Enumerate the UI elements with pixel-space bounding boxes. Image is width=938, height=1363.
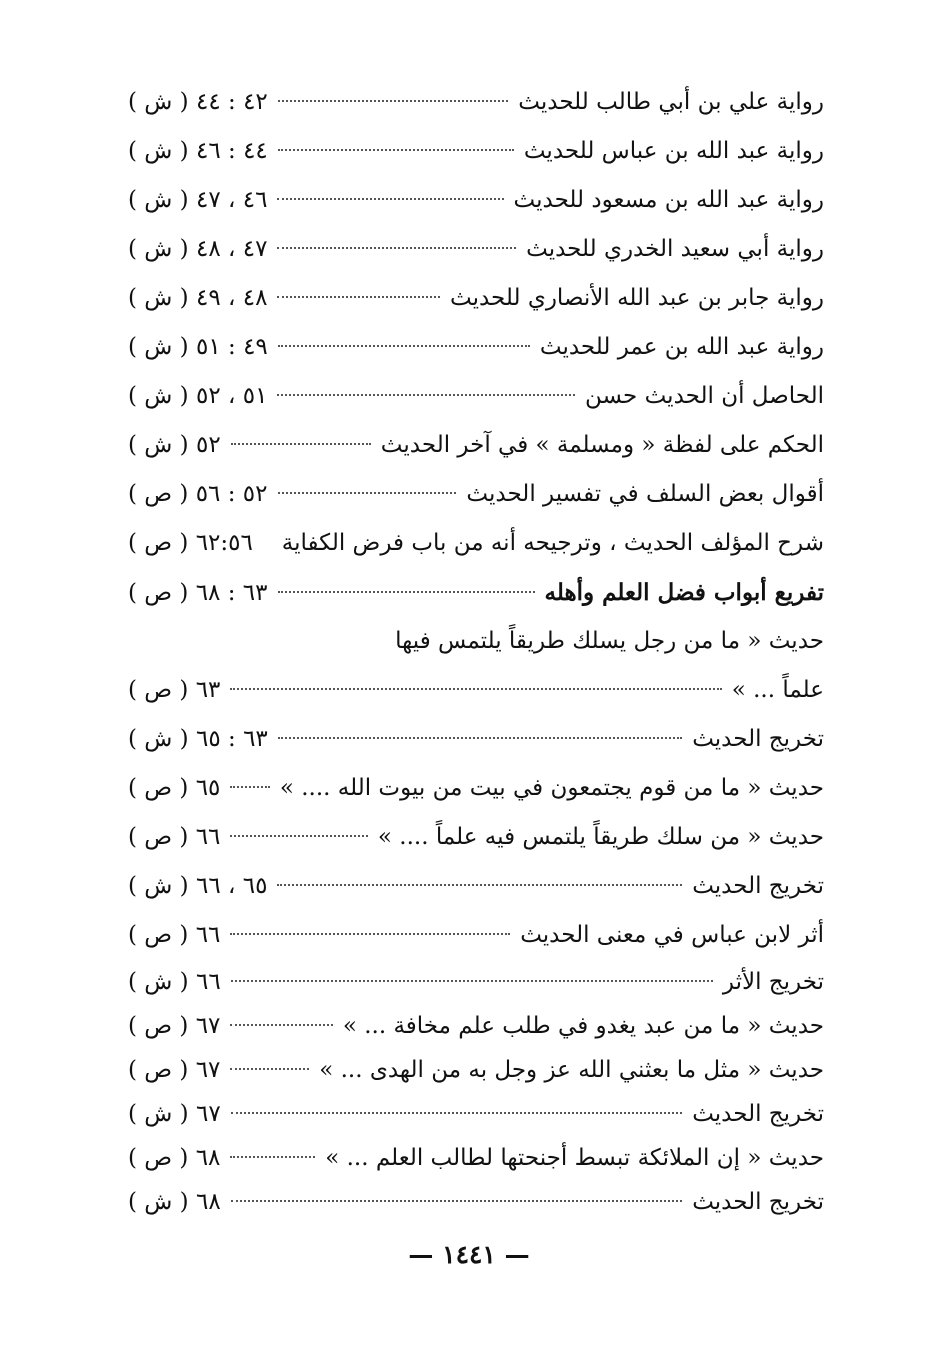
dotted-leader	[278, 492, 457, 494]
dotted-leader	[278, 345, 530, 347]
entry-pages: ٦٣ : ٦٨ ( ص )	[128, 580, 268, 606]
toc-entry	[128, 960, 824, 1004]
toc-entry	[128, 715, 824, 764]
entry-pages: ٤٤ : ٤٦ ( ش )	[128, 138, 268, 164]
dotted-leader	[231, 1112, 683, 1114]
entry-title: تخريج الأثر	[722, 969, 824, 995]
entry-pages: ٦٣ : ٦٥ ( ش )	[128, 726, 268, 752]
toc-entry	[128, 1004, 824, 1048]
toc-entry	[128, 225, 824, 274]
dotted-leader	[278, 591, 535, 593]
dotted-leader	[230, 1068, 309, 1070]
toc-entry	[128, 911, 824, 960]
entry-pages: ٥١ ، ٥٢ ( ش )	[128, 383, 268, 409]
dotted-leader	[278, 737, 682, 739]
dotted-leader	[230, 786, 269, 788]
dotted-leader	[277, 884, 682, 886]
entry-pages: ٤٦ ، ٤٧ ( ش )	[128, 187, 268, 213]
dotted-leader	[231, 980, 713, 982]
page-number: — ١٤٤١ —	[408, 1240, 530, 1269]
entry-title: رواية جابر بن عبد الله الأنصاري للحديث	[449, 285, 824, 311]
dotted-leader	[277, 394, 575, 396]
dotted-leader	[230, 933, 510, 935]
entry-title: تخريج الحديث	[692, 873, 824, 899]
entry-title: حديث « ما من عبد يغدو في طلب علم مخافة ... »	[342, 1013, 824, 1039]
entry-title: رواية عبد الله بن عمر للحديث	[539, 334, 824, 360]
dotted-leader	[231, 443, 371, 445]
entry-title: علماً ... »	[731, 677, 824, 703]
toc-entry	[128, 764, 824, 813]
entry-pages: ٦٧ ( ش )	[128, 1101, 221, 1127]
entry-pages: ٤٧ ، ٤٨ ( ش )	[128, 236, 268, 262]
dotted-leader	[278, 100, 509, 102]
toc-entry	[128, 274, 824, 323]
entry-pages: ٦٣ ( ص )	[128, 677, 221, 703]
entry-pages: ٦٥ ، ٦٦ ( ش )	[128, 873, 268, 899]
toc-entry	[128, 862, 824, 911]
entry-title: حديث « إن الملائكة تبسط أجنحتها لطالب العلم ... »	[325, 1145, 824, 1171]
entry-pages: ٦٢:٥٦ ( ص )	[128, 530, 253, 556]
entry-pages: ٦٧ ( ص )	[128, 1013, 221, 1039]
dotted-leader	[230, 688, 721, 690]
entry-title: الحكم على لفظة « ومسلمة » في آخر الحديث	[380, 432, 824, 458]
entry-pages: ٦٨ ( ش )	[128, 1189, 221, 1215]
dotted-leader	[277, 247, 516, 249]
entry-title: أثر لابن عباس في معنى الحديث	[520, 922, 824, 948]
toc-entry	[128, 813, 824, 862]
entry-pages: ٤٩ : ٥١ ( ش )	[128, 334, 268, 360]
entry-pages: ٦٦ ( ش )	[128, 969, 221, 995]
toc-entry	[128, 1048, 824, 1092]
toc-entry	[128, 666, 824, 715]
entry-pages: ٥٢ ( ش )	[128, 432, 221, 458]
entry-pages: ٤٨ ، ٤٩ ( ش )	[128, 285, 268, 311]
toc-entry	[128, 470, 824, 519]
toc-entry	[128, 78, 824, 127]
entry-pages: ٦٥ ( ص )	[128, 775, 221, 801]
toc-entry	[128, 176, 824, 225]
toc-entry	[128, 617, 824, 666]
entry-pages: ٥٢ : ٥٦ ( ص )	[128, 481, 268, 507]
entry-title: رواية عبد الله بن مسعود للحديث	[513, 187, 824, 213]
toc-entry	[128, 323, 824, 372]
toc-entry	[128, 127, 824, 176]
entry-pages: ٦٧ ( ص )	[128, 1057, 221, 1083]
dotted-leader	[278, 149, 514, 151]
dotted-leader	[230, 1024, 332, 1026]
table-of-contents	[128, 78, 824, 1224]
entry-pages: ٦٦ ( ص )	[128, 922, 221, 948]
dotted-leader	[277, 198, 503, 200]
toc-entry	[128, 372, 824, 421]
entry-title: حديث « من سلك طريقاً يلتمس فيه علماً .... »	[377, 824, 824, 850]
entry-title: تخريج الحديث	[692, 1189, 824, 1215]
entry-title: رواية علي بن أبي طالب للحديث	[518, 89, 824, 115]
entry-title: تخريج الحديث	[692, 726, 824, 752]
dotted-leader	[230, 835, 368, 837]
entry-pages: ٦٨ ( ص )	[128, 1145, 221, 1171]
toc-entry	[128, 421, 824, 470]
entry-title: تفريع أبواب فضل العلم وأهله	[544, 579, 824, 606]
toc-entry	[128, 1180, 824, 1224]
toc-entry	[128, 1092, 824, 1136]
dotted-leader	[231, 1200, 683, 1202]
entry-title: أقوال بعض السلف في تفسير الحديث	[466, 481, 824, 507]
entry-title: الحاصل أن الحديث حسن	[585, 383, 824, 409]
entry-title: حديث « ما من رجل يسلك طريقاً يلتمس فيها	[395, 628, 824, 654]
entry-pages: ٤٢ : ٤٤ ( ش )	[128, 89, 268, 115]
dotted-leader	[230, 1156, 315, 1158]
toc-entry	[128, 568, 824, 617]
toc-entry	[128, 519, 824, 568]
entry-title: حديث « مثل ما بعثني الله عز وجل به من الهدى ... »	[319, 1057, 824, 1083]
toc-entry	[128, 1136, 824, 1180]
entry-title: رواية عبد الله بن عباس للحديث	[523, 138, 824, 164]
dotted-leader	[277, 296, 440, 298]
entry-pages: ٦٦ ( ص )	[128, 824, 221, 850]
entry-title: حديث « ما من قوم يجتمعون في بيت من بيوت الله .... »	[279, 775, 824, 801]
entry-title: رواية أبي سعيد الخدري للحديث	[526, 236, 824, 262]
entry-title: شرح المؤلف الحديث ، وترجيحه أنه من باب فرض الكفاية	[281, 530, 824, 556]
entry-title: تخريج الحديث	[692, 1101, 824, 1127]
